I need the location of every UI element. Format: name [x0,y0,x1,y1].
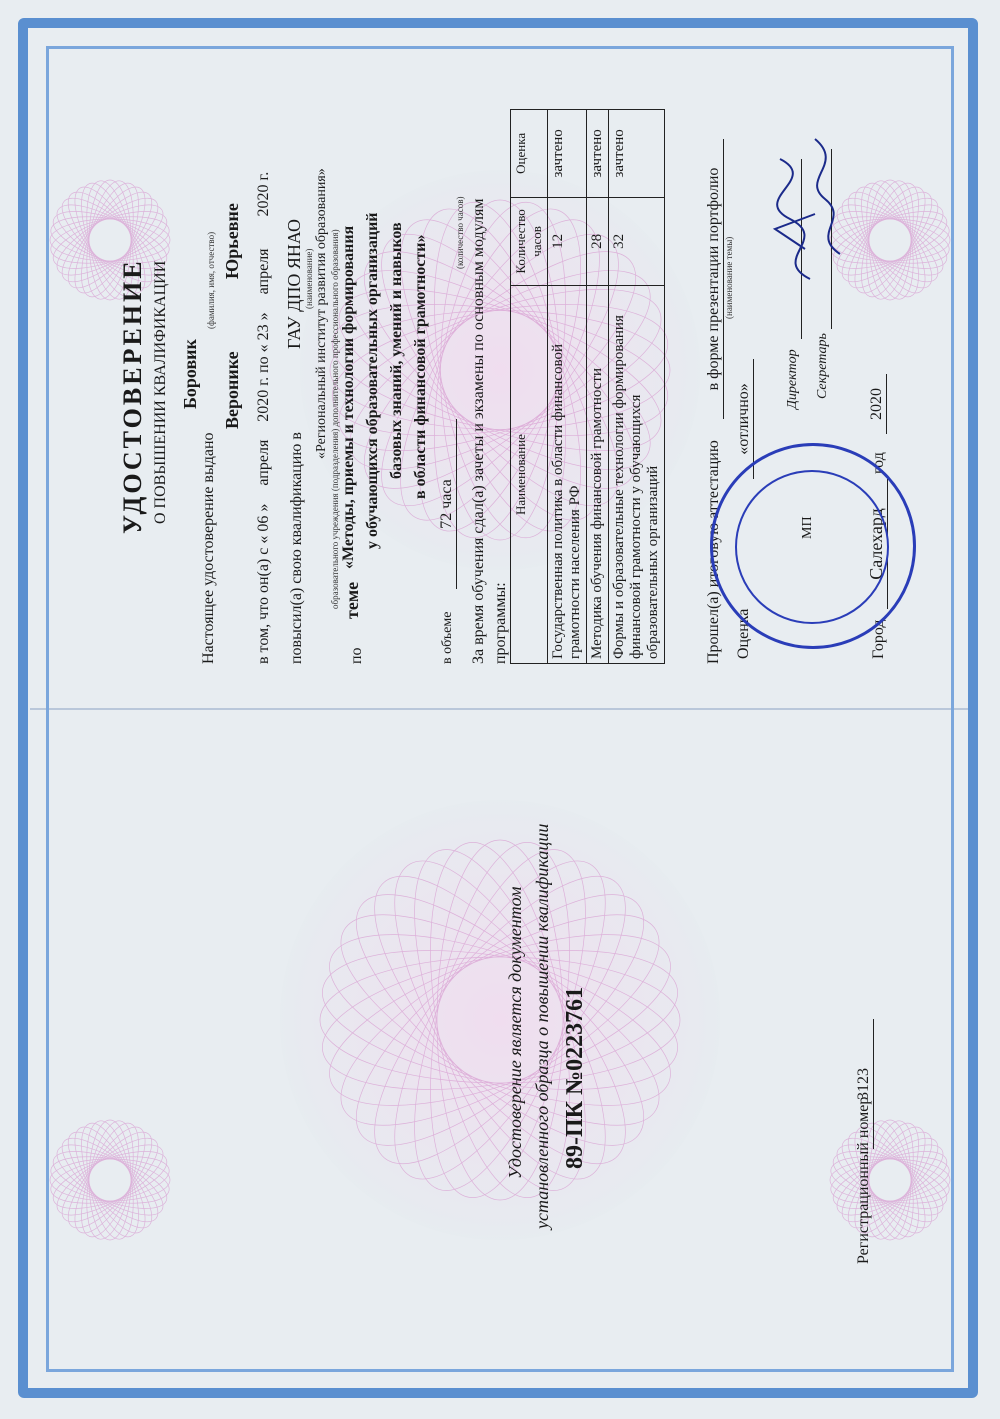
period-line [255,172,273,664]
name: Веронике [222,351,242,429]
city-label: Город [870,619,887,659]
quote-close-2: » [255,312,272,321]
period-from-month: апреля [255,439,272,486]
grade-value: «отлично» [735,359,754,479]
header-grade: Оценка [511,110,548,198]
period-to-day: 23 [255,324,272,341]
quote-close: » [255,503,272,512]
theme-line-3: базовых знаний, умений и навыков [388,222,405,479]
row-grade: зачтено [609,110,665,198]
table-header-row [511,110,548,664]
row-name: Формы и образовательные технологии формирования финансовой грамотности у обучающихся образовательных организаций [609,286,665,664]
secretary-label: Секретарь [815,333,830,399]
row-grade: зачтено [587,110,609,198]
theme-line-1: «Методы, приемы и технологии формирования [340,225,357,569]
attestation-form: в форме презентации портфолио [705,139,724,419]
year-label: год [870,452,887,474]
left-line-2: установленного образца о повышении квалификации [532,823,552,1229]
org-hint: (наименование) [304,248,314,309]
theme-line-4: в области финансовой грамотности» [412,234,429,499]
volume-label: в объеме [440,611,455,664]
row-hours: 28 [587,197,609,285]
official-stamp [710,443,916,649]
patronymic: Юрьевне [222,203,242,279]
period-from-year: 2020 [255,389,272,422]
org-full: «Региональный институт развития образования» [314,168,329,459]
exams-text-1: За время обучения сдал(а) зачеты и экзамены по основным модулям [470,198,487,664]
modules-table [510,109,665,664]
table-row [587,110,609,664]
secretary-signature [805,129,855,259]
period-end: г. [255,171,272,181]
surname: Боровик [180,339,200,409]
period-prefix: в том, что он(а) с « [255,535,272,664]
row-name: Методика обучения финансовой грамотности [587,286,609,664]
header-name: Наименование [511,286,548,664]
city: Салехард [866,479,888,609]
period-to-year: 2020 [255,184,272,217]
certificate-subtitle: О ПОВЫШЕНИИ КВАЛИФИКАЦИИ [152,260,169,524]
org-short: ГАУ ДПО ЯНАО [284,219,304,349]
attestation-hint: (наименование темы) [724,236,734,319]
certificate-number: 89-ПК №0223761 [562,986,588,1169]
grade-label: Оценка [735,608,752,659]
fio-hint: (фамилия, имя, отчество) [206,231,216,329]
by-label: по [348,647,365,664]
improved-label: повысил(а) свою квалификацию в [288,432,305,664]
director-label: Директор [785,349,800,409]
reg-number-label: Регистрационный номер [855,1096,872,1264]
header-hours: Количество часов [511,197,548,285]
period-to-month: апреля [255,248,272,295]
issued-label: Настоящее удостоверение выдано [200,432,217,664]
row-hours: 12 [548,197,587,285]
year: 2020 [868,374,887,434]
period-from-day: 06 [255,515,272,532]
volume-hint: (количество часов) [455,196,465,269]
attestation-label: Прошел(а) итоговую аттестацию [705,440,722,664]
table-row [548,110,587,664]
row-hours: 32 [609,197,665,285]
theme-label: теме [342,581,362,619]
row-name: Государственная политика в области финансовой грамотности населения РФ [548,286,587,664]
theme-line-2: у обучающихся образовательных организаций [364,212,381,549]
left-line-1: Удостоверение является документом [505,886,525,1179]
reg-number: 3123 [855,1019,874,1149]
org-full-hint: образовательного учреждения (подразделения) дополнительного профессионального образования) [330,229,340,609]
volume: 72 часа [438,419,457,589]
mp-label: МП [800,516,815,539]
exams-text-2: программы: [492,582,509,664]
certificate-title: УДОСТОВЕРЕНИЕ [118,258,147,534]
period-to-prefix: г. по « [255,344,272,386]
stamp-inner-ring [735,470,889,624]
table-row [609,110,665,664]
row-grade: зачтено [548,110,587,198]
